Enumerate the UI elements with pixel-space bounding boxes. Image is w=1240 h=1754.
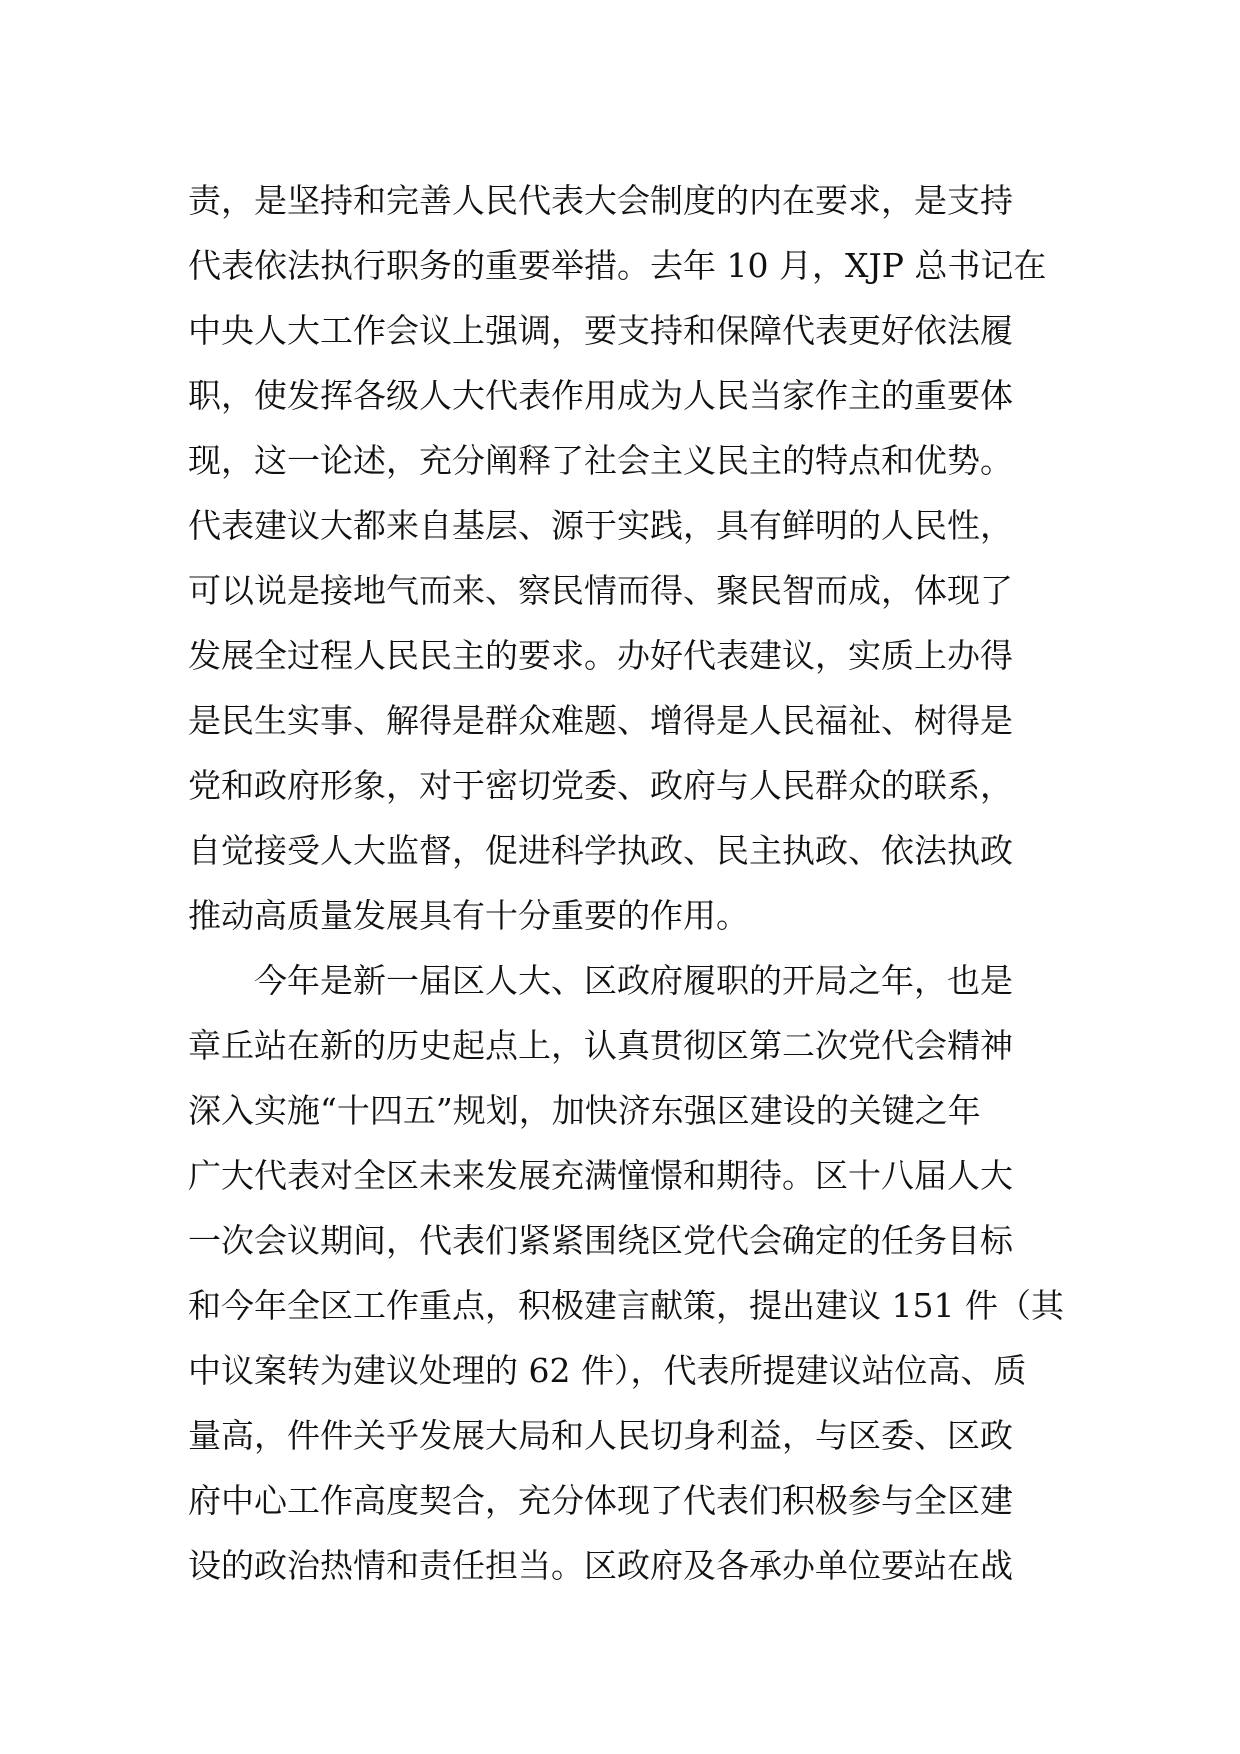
- text-line: 中央人大工作会议上强调，要支持和保障代表更好依法履: [188, 311, 1013, 350]
- text-line: 可以说是接地气而来、察民情而得、聚民智而成，体现了: [188, 571, 1013, 610]
- text-line: 章丘站在新的历史起点上，认真贯彻区第二次党代会精神: [188, 1026, 1013, 1065]
- body-text: [188, 168, 1068, 1598]
- text-line: 党和政府形象，对于密切党委、政府与人民群众的联系，: [188, 766, 1013, 805]
- text-line: 代表建议大都来自基层、源于实践，具有鲜明的人民性，: [188, 506, 1013, 545]
- text-line: 府中心工作高度契合，充分体现了代表们积极参与全区建: [188, 1481, 1013, 1520]
- text-line: 量高，件件关乎发展大局和人民切身利益，与区委、区政: [188, 1416, 1013, 1455]
- text-line: 是民生实事、解得是群众难题、增得是人民福祉、树得是: [188, 701, 1013, 740]
- text-line: 和今年全区工作重点，积极建言献策，提出建议 151 件（其: [188, 1286, 1064, 1325]
- text-line: 自觉接受人大监督，促进科学执政、民主执政、依法执政: [188, 831, 1013, 870]
- text-line: 代表依法执行职务的重要举措。去年 10 月，XJP 总书记在: [188, 246, 1047, 285]
- text-line: 设的政治热情和责任担当。区政府及各承办单位要站在战: [188, 1546, 1013, 1585]
- text-line: 广大代表对全区未来发展充满憧憬和期待。区十八届人大: [188, 1156, 1013, 1195]
- text-line: 中议案转为建议处理的 62 件），代表所提建议站位高、质: [188, 1351, 1027, 1390]
- text-line: 一次会议期间，代表们紧紧围绕区党代会确定的任务目标: [188, 1221, 1013, 1260]
- text-line: 责，是坚持和完善人民代表大会制度的内在要求，是支持: [188, 181, 1013, 220]
- text-line: 推动高质量发展具有十分重要的作用。: [188, 896, 749, 935]
- text-line: 深入实施“十四五”规划，加快济东强区建设的关键之年: [188, 1091, 981, 1130]
- text-line: 发展全过程人民民主的要求。办好代表建议，实质上办得: [188, 636, 1013, 675]
- paragraph-start-line: 今年是新一届区人大、区政府履职的开局之年，也是: [188, 961, 1013, 1000]
- text-line: 现，这一论述，充分阐释了社会主义民主的特点和优势。: [188, 441, 1013, 480]
- text-line: 职，使发挥各级人大代表作用成为人民当家作主的重要体: [188, 376, 1013, 415]
